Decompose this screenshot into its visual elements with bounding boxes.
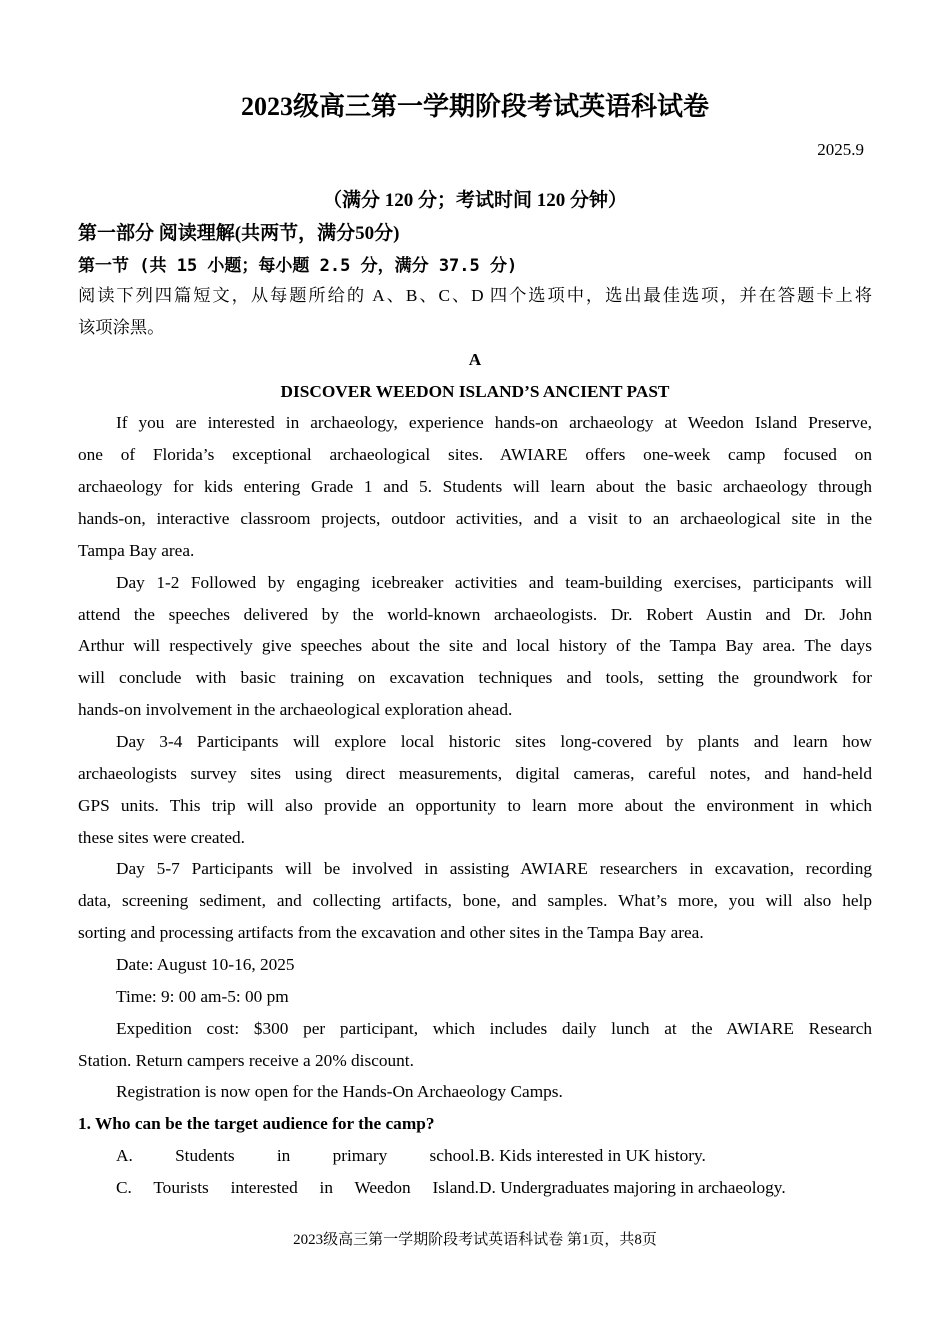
- paragraph-line: data, screening sediment, and collecting artifacts, bone, and samples. What’s more, you will also help: [78, 891, 872, 911]
- document-body: [78, 280, 872, 1204]
- answer-option: C. Tourists interested in Weedon Island.: [116, 1178, 479, 1198]
- question-stem: 1. Who can be the target audience for the camp?: [78, 1114, 435, 1134]
- paragraph-line: archaeologists survey sites using direct measurements, digital cameras, careful notes, and hand-held: [78, 763, 872, 783]
- paragraph-line: hands-on involvement in the archaeological exploration ahead.: [78, 700, 513, 720]
- instructions-line: 阅读下列四篇短文，从每题所给的 A、B、C、D 四个选项中，选出最佳选项，并在答题卡上将: [78, 286, 872, 305]
- paragraph-line: attend the speeches delivered by the world-known archaeologists. Dr. Robert Austin and Dr. John: [78, 604, 872, 624]
- paragraph-line: Time: 9: 00 am-5: 00 pm: [116, 986, 289, 1006]
- page-footer: 2023级高三第一学期阶段考试英语科试卷 第1页，共8页: [293, 1232, 657, 1248]
- passage-label: A: [468, 349, 482, 369]
- exam-date: 2025.9: [817, 140, 864, 159]
- questions: [78, 1108, 872, 1204]
- paragraph-line: one of Florida’s exceptional archaeological sites. AWIARE offers one-week camp focused on: [78, 445, 872, 465]
- options-row: [78, 1140, 872, 1172]
- answer-option: A. Students in primary school.: [116, 1146, 479, 1166]
- answer-option: B. Kids interested in UK history.: [479, 1146, 706, 1166]
- paragraph-line: archaeology for kids entering Grade 1 and 5. Students will learn about the basic archaeology through: [78, 477, 872, 497]
- paragraph-line: will conclude with basic training on excavation techniques and tools, setting the groundwork for: [78, 668, 872, 688]
- paragraph-line: Date: August 10-16, 2025: [116, 955, 295, 975]
- paragraph-line: hands-on, interactive classroom projects, outdoor activities, and a visit to an archaeological site in the: [78, 509, 872, 529]
- instructions-line: 该项涂黑。: [78, 317, 165, 337]
- passage-body: [78, 407, 872, 1108]
- score-info: （满分 120 分；考试时间 120 分钟）: [322, 190, 627, 211]
- exam-title: 2023级高三第一学期阶段考试英语科试卷: [240, 92, 709, 121]
- paragraph: [78, 949, 872, 981]
- paragraph: [78, 1076, 872, 1108]
- paragraph-line: Arthur will respectively give speeches about the site and local history of the Tampa Bay area. The days: [78, 636, 872, 656]
- paragraph: [78, 567, 872, 726]
- paragraph-line: Registration is now open for the Hands-On Archaeology Camps.: [116, 1082, 563, 1102]
- paragraph-line: these sites were created.: [78, 827, 245, 847]
- paragraph-line: Day 1-2 Followed by engaging icebreaker activities and team-building exercises, participants will: [116, 572, 872, 592]
- passage-title: DISCOVER WEEDON ISLAND’S ANCIENT PAST: [280, 381, 670, 401]
- paragraph-line: Tampa Bay area.: [78, 540, 195, 560]
- paragraph-line: Expedition cost: $300 per participant, which includes daily lunch at the AWIARE Research: [116, 1018, 872, 1038]
- paragraph: [78, 407, 872, 566]
- paragraph-line: GPS units. This trip will also provide an opportunity to learn more about the environment in which: [78, 795, 872, 815]
- paragraph-line: Station. Return campers receive a 20% discount.: [78, 1050, 414, 1070]
- paragraph: [78, 1013, 872, 1077]
- options-row: [78, 1172, 872, 1204]
- paragraph-line: Day 3-4 Participants will explore local historic sites long-covered by plants and learn how: [116, 732, 872, 752]
- paragraph-line: Day 5-7 Participants will be involved in assisting AWIARE researchers in excavation, recording: [116, 859, 872, 879]
- part-heading: 第一部分 阅读理解(共两节，满分50分): [78, 223, 400, 244]
- section-heading: 第一节 (共 15 小题；每小题 2.5 分，满分 37.5 分): [78, 256, 518, 276]
- paragraph: [78, 726, 872, 853]
- paragraph: [78, 853, 872, 949]
- paragraph-line: sorting and processing artifacts from the excavation and other sites in the Tampa Bay area.: [78, 923, 704, 943]
- paragraph-line: If you are interested in archaeology, experience hands-on archaeology at Weedon Island Preserve,: [116, 413, 872, 433]
- answer-option: D. Undergraduates majoring in archaeology.: [479, 1178, 786, 1198]
- paragraph: [78, 981, 872, 1013]
